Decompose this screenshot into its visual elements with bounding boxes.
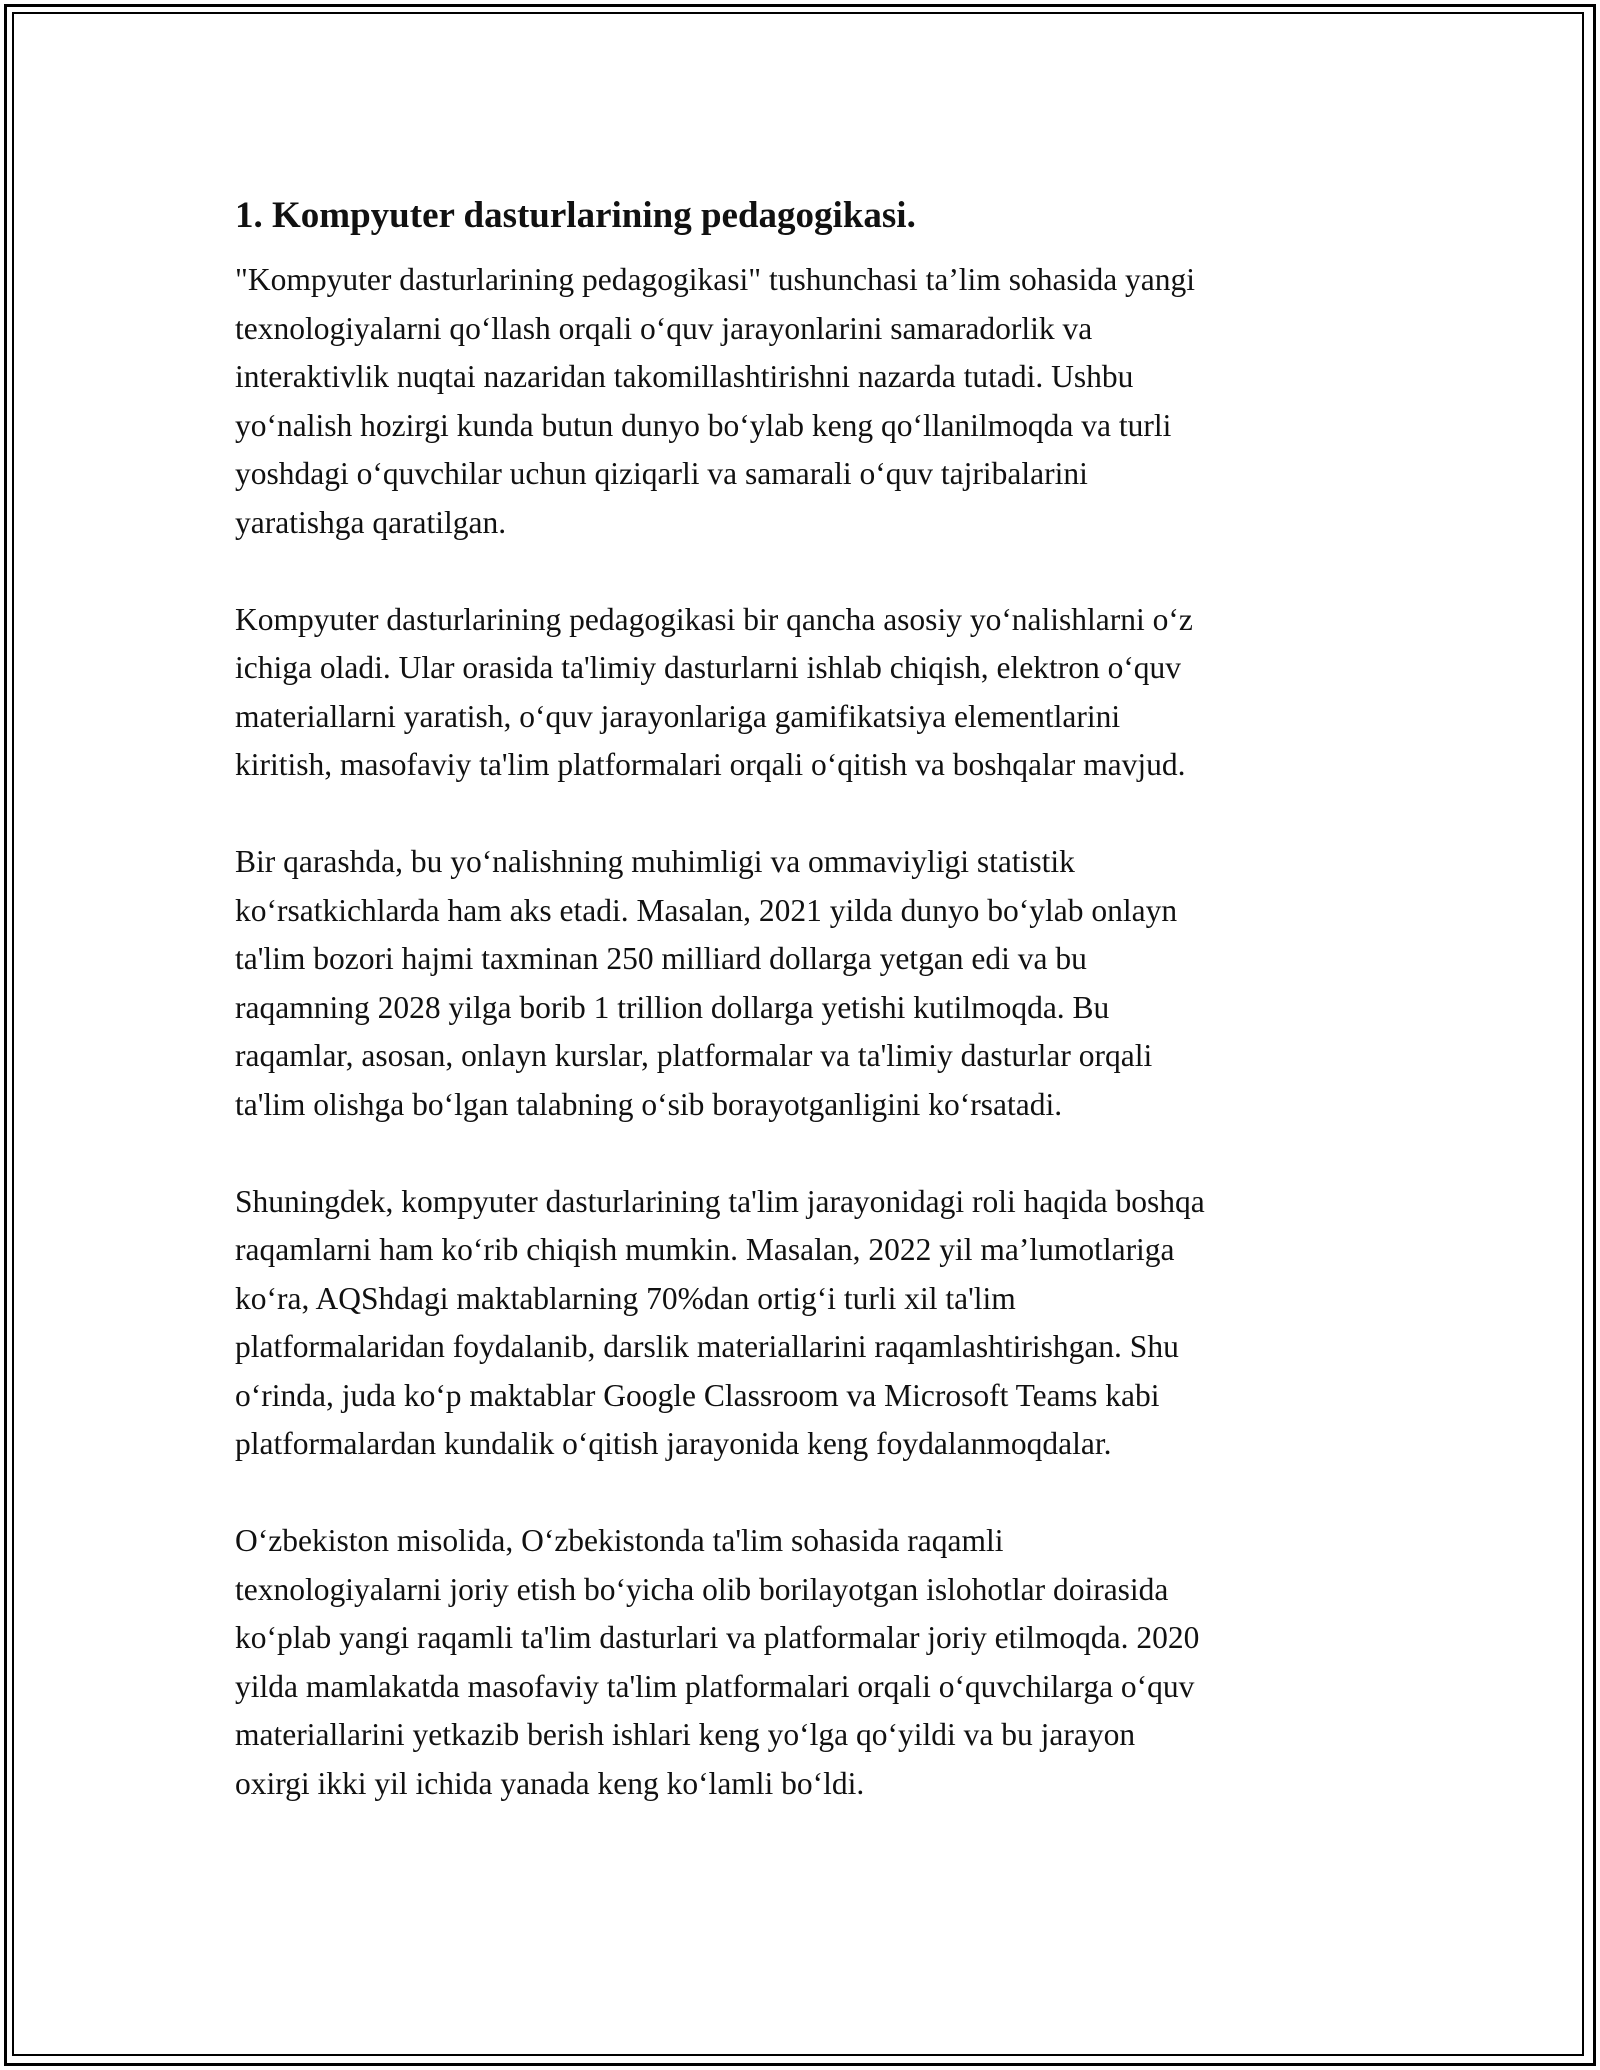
paragraph-directions: Kompyuter dasturlarining pedagogikasi bir qancha asosiy yo‘nalishlarni o‘z ichiga oladi. Ular orasida ta'limiy dasturlarni ishlab chiqish, elektron o‘quv materiallarni yaratish, o‘quv jarayonlariga gamifikatsiya elementlarini kiritish, masofaviy ta'lim platformalari orqali o‘qitish va boshqalar mavjud.: [235, 601, 1193, 782]
paragraph-intro: "Kompyuter dasturlarining pedagogikasi" tushunchasi ta’lim sohasida yangi texnologiyalarni qo‘llash orqali o‘quv jarayonlarini samaradorlik va interaktivlik nuqtai nazaridan takomillashtirishni nazarda tutadi. Ushbu yo‘nalish hozirgi kunda butun dunyo bo‘ylab keng qo‘llanilmoqda va turli yoshdagi o‘quvchilar uchun qiziqarli va samarali o‘quv tajribalarini yaratishga qaratilgan.: [235, 262, 1196, 540]
section-heading: 1. Kompyuter dasturlarining pedagogikasi.: [235, 195, 916, 236]
paragraph-uzbekistan: O‘zbekiston misolida, O‘zbekistonda ta'lim sohasida raqamli texnologiyalarni joriy etish bo‘yicha olib borilayotgan islohotlar doirasida ko‘plab yangi raqamli ta'lim dasturlari va platformalar joriy etilmoqda. 2020 yilda mamlakatda masofaviy ta'lim platformalari orqali o‘quvchilarga o‘quv materiallarini yetkazib berish ishlari keng yo‘lga qo‘yildi va bu jarayon oxirgi ikki yil ichida yanada keng ko‘lamli bo‘ldi.: [235, 1523, 1200, 1801]
paragraph-statistics: Bir qarashda, bu yo‘nalishning muhimligi va ommaviyligi statistik ko‘rsatkichlarda ham aks etadi. Masalan, 2021 yilda dunyo bo‘ylab onlayn ta'lim bozori hajmi taxminan 250 milliard dollarga yetgan edi va bu raqamning 2028 yilga borib 1 trillion dollarga yetishi kutilmoqda. Bu raqamlar, asosan, onlayn kurslar, platformalar va ta'limiy dasturlar orqali ta'lim olishga bo‘lgan talabning o‘sib borayotganligini ko‘rsatadi.: [235, 844, 1178, 1122]
document-body: [235, 188, 1385, 1857]
paragraph-usa-schools: Shuningdek, kompyuter dasturlarining ta'lim jarayonidagi roli haqida boshqa raqamlarni ham ko‘rib chiqish mumkin. Masalan, 2022 yil ma’lumotlariga ko‘ra, AQShdagi maktablarning 70%dan ortig‘i turli xil ta'lim platformalaridan foydalanib, darslik materiallarini raqamlashtirishgan. Shu o‘rinda, juda ko‘p maktablar Google Classroom va Microsoft Teams kabi platformalardan kundalik o‘qitish jarayonida keng foydalanmoqdalar.: [235, 1183, 1205, 1461]
